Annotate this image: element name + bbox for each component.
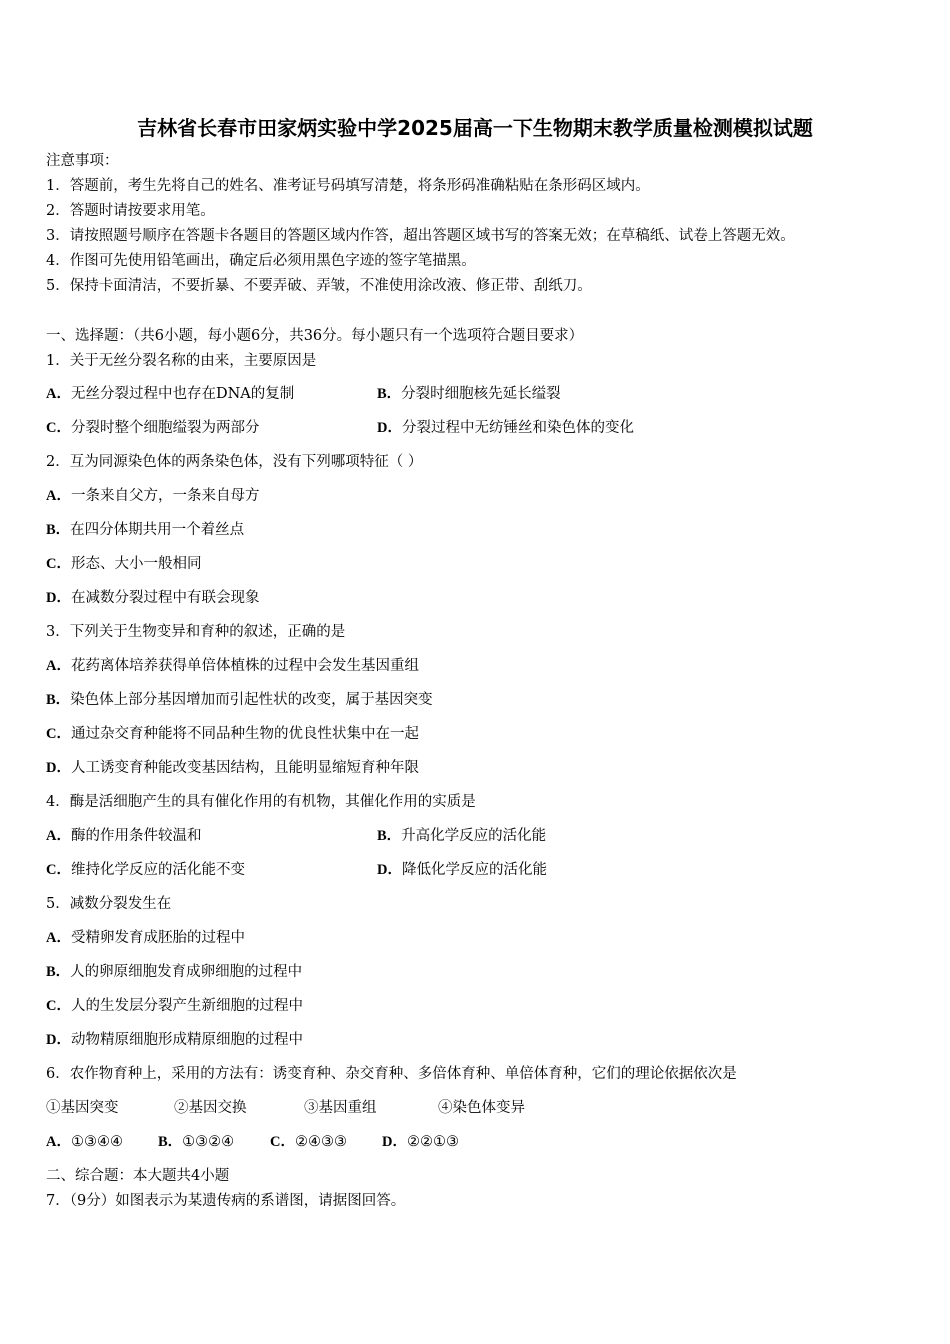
option-d: D．人工诱变育种能改变基因结构，且能明显缩短育种年限 — [46, 760, 419, 776]
numbered-item: ④染色体变异 — [438, 1100, 525, 1116]
option-row — [46, 418, 906, 438]
option-a: A．酶的作用条件较温和 — [46, 828, 202, 844]
question-stem: 7．（9分）如图表示为某遗传病的系谱图，请据图回答。 — [46, 1193, 406, 1209]
option-d: D．②②①③ — [382, 1134, 459, 1150]
option-c: C．人的生发层分裂产生新细胞的过程中 — [46, 998, 303, 1014]
question-stem: 2．互为同源染色体的两条染色体，没有下列哪项特征（ ） — [46, 454, 423, 470]
question-stem: 1．关于无丝分裂名称的由来，主要原因是 — [46, 353, 317, 369]
notice-item: 4．作图可先使用铅笔画出，确定后必须用黑色字迹的签字笔描黑。 — [46, 253, 476, 269]
option-d: D．动物精原细胞形成精原细胞的过程中 — [46, 1032, 303, 1048]
question-stem: 4．酶是活细胞产生的具有催化作用的有机物，其催化作用的实质是 — [46, 794, 476, 810]
option-a: A．一条来自父方，一条来自母方 — [46, 488, 260, 504]
option-row — [46, 860, 906, 880]
option-c: C．形态、大小一般相同 — [46, 556, 202, 572]
option-a: A．受精卵发育成胚胎的过程中 — [46, 930, 245, 946]
option-c: C．分裂时整个细胞缢裂为两部分 — [46, 420, 260, 436]
notice-item: 1．答题前，考生先将自己的姓名、准考证号码填写清楚，将条形码准确粘贴在条形码区域内。 — [46, 178, 650, 194]
option-b: B．在四分体期共用一个着丝点 — [46, 522, 245, 538]
section-heading: 一、选择题：（共6小题，每小题6分，共36分。每小题只有一个选项符合题目要求） — [46, 328, 584, 344]
numbered-item: ①基因突变 — [46, 1100, 119, 1116]
notice-heading: 注意事项： — [46, 153, 119, 169]
option-b: B．分裂时细胞核先延长缢裂 — [377, 386, 561, 402]
option-a: A．①③④④ — [46, 1134, 123, 1150]
section-heading: 二、综合题：本大题共4小题 — [46, 1168, 230, 1184]
option-a: A．花药离体培养获得单倍体植株的过程中会发生基因重组 — [46, 658, 419, 674]
option-b: B．升高化学反应的活化能 — [377, 828, 547, 844]
question-stem: 6．农作物育种上，采用的方法有：诱变育种、杂交育种、多倍体育种、单倍体育种，它们的理论依据依次是 — [46, 1066, 737, 1082]
notice-item: 5．保持卡面清洁，不要折暴、不要弄破、弄皱，不准使用涂改液、修正带、刮纸刀。 — [46, 278, 592, 294]
question-stem: 3．下列关于生物变异和育种的叙述，正确的是 — [46, 624, 346, 640]
option-c: C．维持化学反应的活化能不变 — [46, 862, 245, 878]
option-d: D．降低化学反应的活化能 — [377, 862, 547, 878]
option-d: D．分裂过程中无纺锤丝和染色体的变化 — [377, 420, 634, 436]
page-title: 吉林省长春市田家炳实验中学2025届高一下生物期末教学质量检测模拟试题 — [137, 116, 813, 140]
numbered-item: ③基因重组 — [304, 1100, 377, 1116]
option-row — [46, 384, 906, 404]
option-row — [46, 826, 906, 846]
option-c: C．②④③③ — [270, 1134, 347, 1150]
question-stem: 5．减数分裂发生在 — [46, 896, 172, 912]
option-b: B．①③②④ — [158, 1134, 235, 1150]
option-b: B．染色体上部分基因增加而引起性状的改变，属于基因突变 — [46, 692, 433, 708]
notice-item: 2．答题时请按要求用笔。 — [46, 203, 215, 219]
option-c: C．通过杂交育种能将不同品种生物的优良性状集中在一起 — [46, 726, 419, 742]
option-b: B．人的卵原细胞发育成卵细胞的过程中 — [46, 964, 303, 980]
option-a: A．无丝分裂过程中也存在DNA的复制 — [46, 386, 295, 402]
notice-item: 3．请按照题号顺序在答题卡各题目的答题区域内作答，超出答题区域书写的答案无效；在草稿纸、试卷上答题无效。 — [46, 228, 795, 244]
option-d: D．在减数分裂过程中有联会现象 — [46, 590, 260, 606]
numbered-item: ②基因交换 — [174, 1100, 247, 1116]
